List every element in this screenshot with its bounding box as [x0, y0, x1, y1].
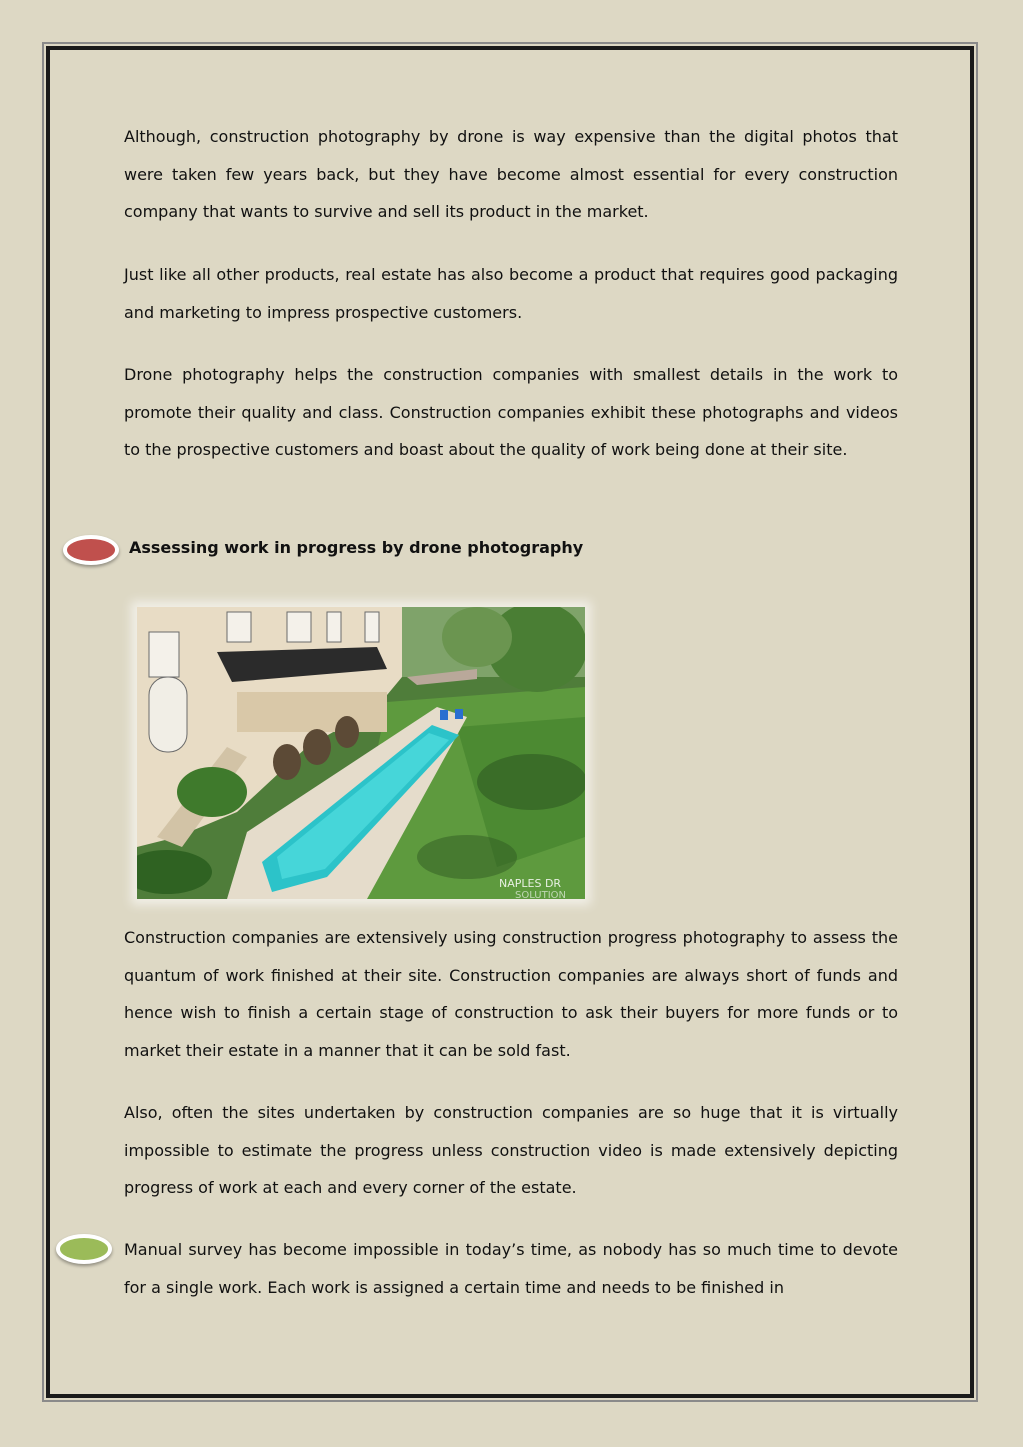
paragraph-progress-photography: Construction companies are extensively using construction progress photography to assess the quantum of work finished at their site. Construction companies are always short of funds and hence wish to finish a certain stage of construction to ask their buyers for more funds or to market their estate in a manner that it can be sold fast.: [124, 928, 898, 1060]
paragraph-drone-cost: Although, construction photography by drone is way expensive than the digital photos that were taken few years back, but they have become almost essential for every construction company that wants to survive and sell its product in the market.: [124, 127, 898, 221]
paragraph-huge-sites: Also, often the sites undertaken by construction companies are so huge that it is virtually impossible to estimate the progress unless construction video is made extensively depicting progress of work at each and every corner of the estate.: [124, 1103, 898, 1197]
red-bullet-icon: [63, 535, 119, 565]
photo-watermark-line1: NAPLES DR: [499, 877, 562, 890]
paragraph-manual-survey: Manual survey has become impossible in today’s time, as nobody has so much time to devote for a single work. Each work is assigned a certain time and needs to be finished in: [124, 1240, 898, 1297]
green-bullet-icon: [56, 1234, 112, 1264]
drone-photo-villa-pool: [137, 607, 585, 899]
paragraph-real-estate-product: Just like all other products, real estate has also become a product that requires good packaging and marketing to impress prospective customers.: [124, 265, 898, 322]
photo-watermark-line2: SOLUTION: [515, 890, 567, 899]
paragraph-drone-details: Drone photography helps the construction companies with smallest details in the work to promote their quality and class. Construction companies exhibit these photographs and videos to the prospective customers and boast about the quality of work being done at their site.: [124, 365, 898, 459]
section-heading: Assessing work in progress by drone photography: [129, 538, 584, 557]
